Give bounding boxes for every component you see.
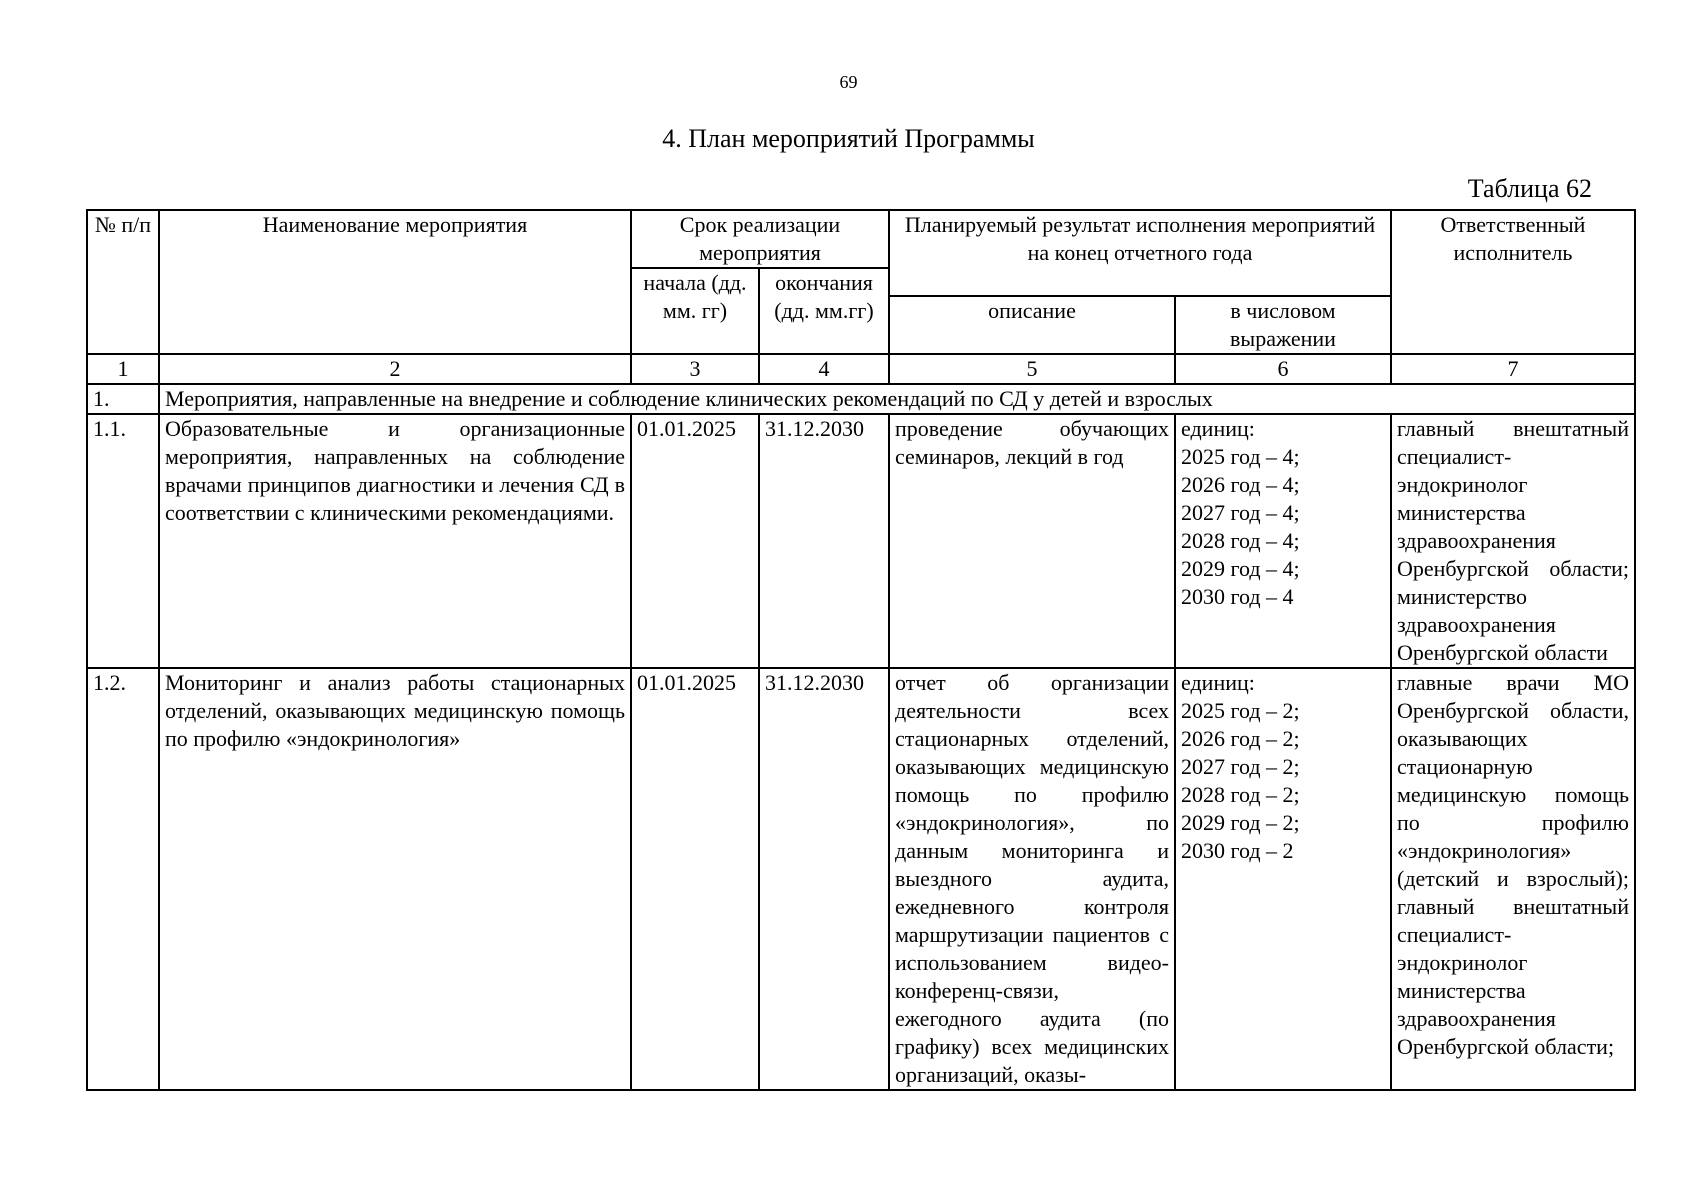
row-name: Образовательные и организационные мероприятия, направленных на соблюдение врачами принципов диагностики и лечения СД в соответствии с клиническими рекомендациями. xyxy=(159,414,631,668)
column-number: 4 xyxy=(759,354,889,384)
column-number: 6 xyxy=(1175,354,1391,384)
column-number: 2 xyxy=(159,354,631,384)
row-numeric: единиц: 2025 год – 4; 2026 год – 4; 2027 год – 4; 2028 год – 4; 2029 год – 4; 2030 год – 4 xyxy=(1175,414,1391,668)
header-description: описание xyxy=(889,296,1175,354)
page-number: 69 xyxy=(839,72,858,92)
header-name: Наименование мероприятия xyxy=(159,210,631,354)
row-responsible: главные врачи МО Оренбургской области, оказывающих стационарную медицинскую помощь по профилю «эндокринология» (детский и взрослый); главный внештатный специалист-эндокринолог министерства здравоохранения Оренбургской области; xyxy=(1391,668,1635,1090)
header-num: № п/п xyxy=(87,210,159,354)
table-row xyxy=(87,414,1635,668)
header-row xyxy=(87,210,1635,268)
row-start-date: 01.01.2025 xyxy=(631,414,759,668)
row-num: 1.1. xyxy=(87,414,159,668)
header-responsible: Ответственный исполнитель xyxy=(1391,210,1635,354)
section-title: 4. План мероприятий Программы xyxy=(662,124,1035,153)
header-start: начала (дд. мм. гг) xyxy=(631,268,759,354)
column-number: 7 xyxy=(1391,354,1635,384)
section-row xyxy=(87,384,1635,414)
row-numeric: единиц: 2025 год – 2; 2026 год – 2; 2027 год – 2; 2028 год – 2; 2029 год – 2; 2030 год – 2 xyxy=(1175,668,1391,1090)
section-title-cell: Мероприятия, направленные на внедрение и соблюдение клинических рекомендаций по СД у детей и взрослых xyxy=(159,384,1635,414)
row-num: 1.2. xyxy=(87,668,159,1090)
header-period: Срок реализации мероприятия xyxy=(631,210,889,268)
column-numbers-row xyxy=(87,354,1635,384)
column-number: 5 xyxy=(889,354,1175,384)
row-responsible: главный внештатный специалист-эндокринолог министерства здравоохранения Оренбургской области; министерство здравоохранения Оренбургской области xyxy=(1391,414,1635,668)
section-num: 1. xyxy=(87,384,159,414)
row-description: отчет об организации деятельности всех стационарных отделений, оказывающих медицинскую помощь по профилю «эндокринология», по данным мониторинга и выездного аудита, ежедневного контроля маршрутизации пациентов с использованием видео-конференц-связи, ежегодного аудита (по графику) всех медицинских организаций, оказы- xyxy=(889,668,1175,1090)
header-end: окончания (дд. мм.гг) xyxy=(759,268,889,354)
column-number: 1 xyxy=(87,354,159,384)
row-end-date: 31.12.2030 xyxy=(759,668,889,1090)
row-name: Мониторинг и анализ работы стационарных отделений, оказывающих медицинскую помощь по профилю «эндокринология» xyxy=(159,668,631,1090)
row-end-date: 31.12.2030 xyxy=(759,414,889,668)
row-description: проведение обучающих семинаров, лекций в год xyxy=(889,414,1175,668)
row-start-date: 01.01.2025 xyxy=(631,668,759,1090)
action-plan-table xyxy=(86,209,1636,1091)
table-row xyxy=(87,668,1635,1090)
table-caption: Таблица 62 xyxy=(1467,174,1592,203)
header-result: Планируемый результат исполнения мероприятий на конец отчетного года xyxy=(889,210,1391,296)
column-number: 3 xyxy=(631,354,759,384)
header-numeric: в числовом выражении xyxy=(1175,296,1391,354)
